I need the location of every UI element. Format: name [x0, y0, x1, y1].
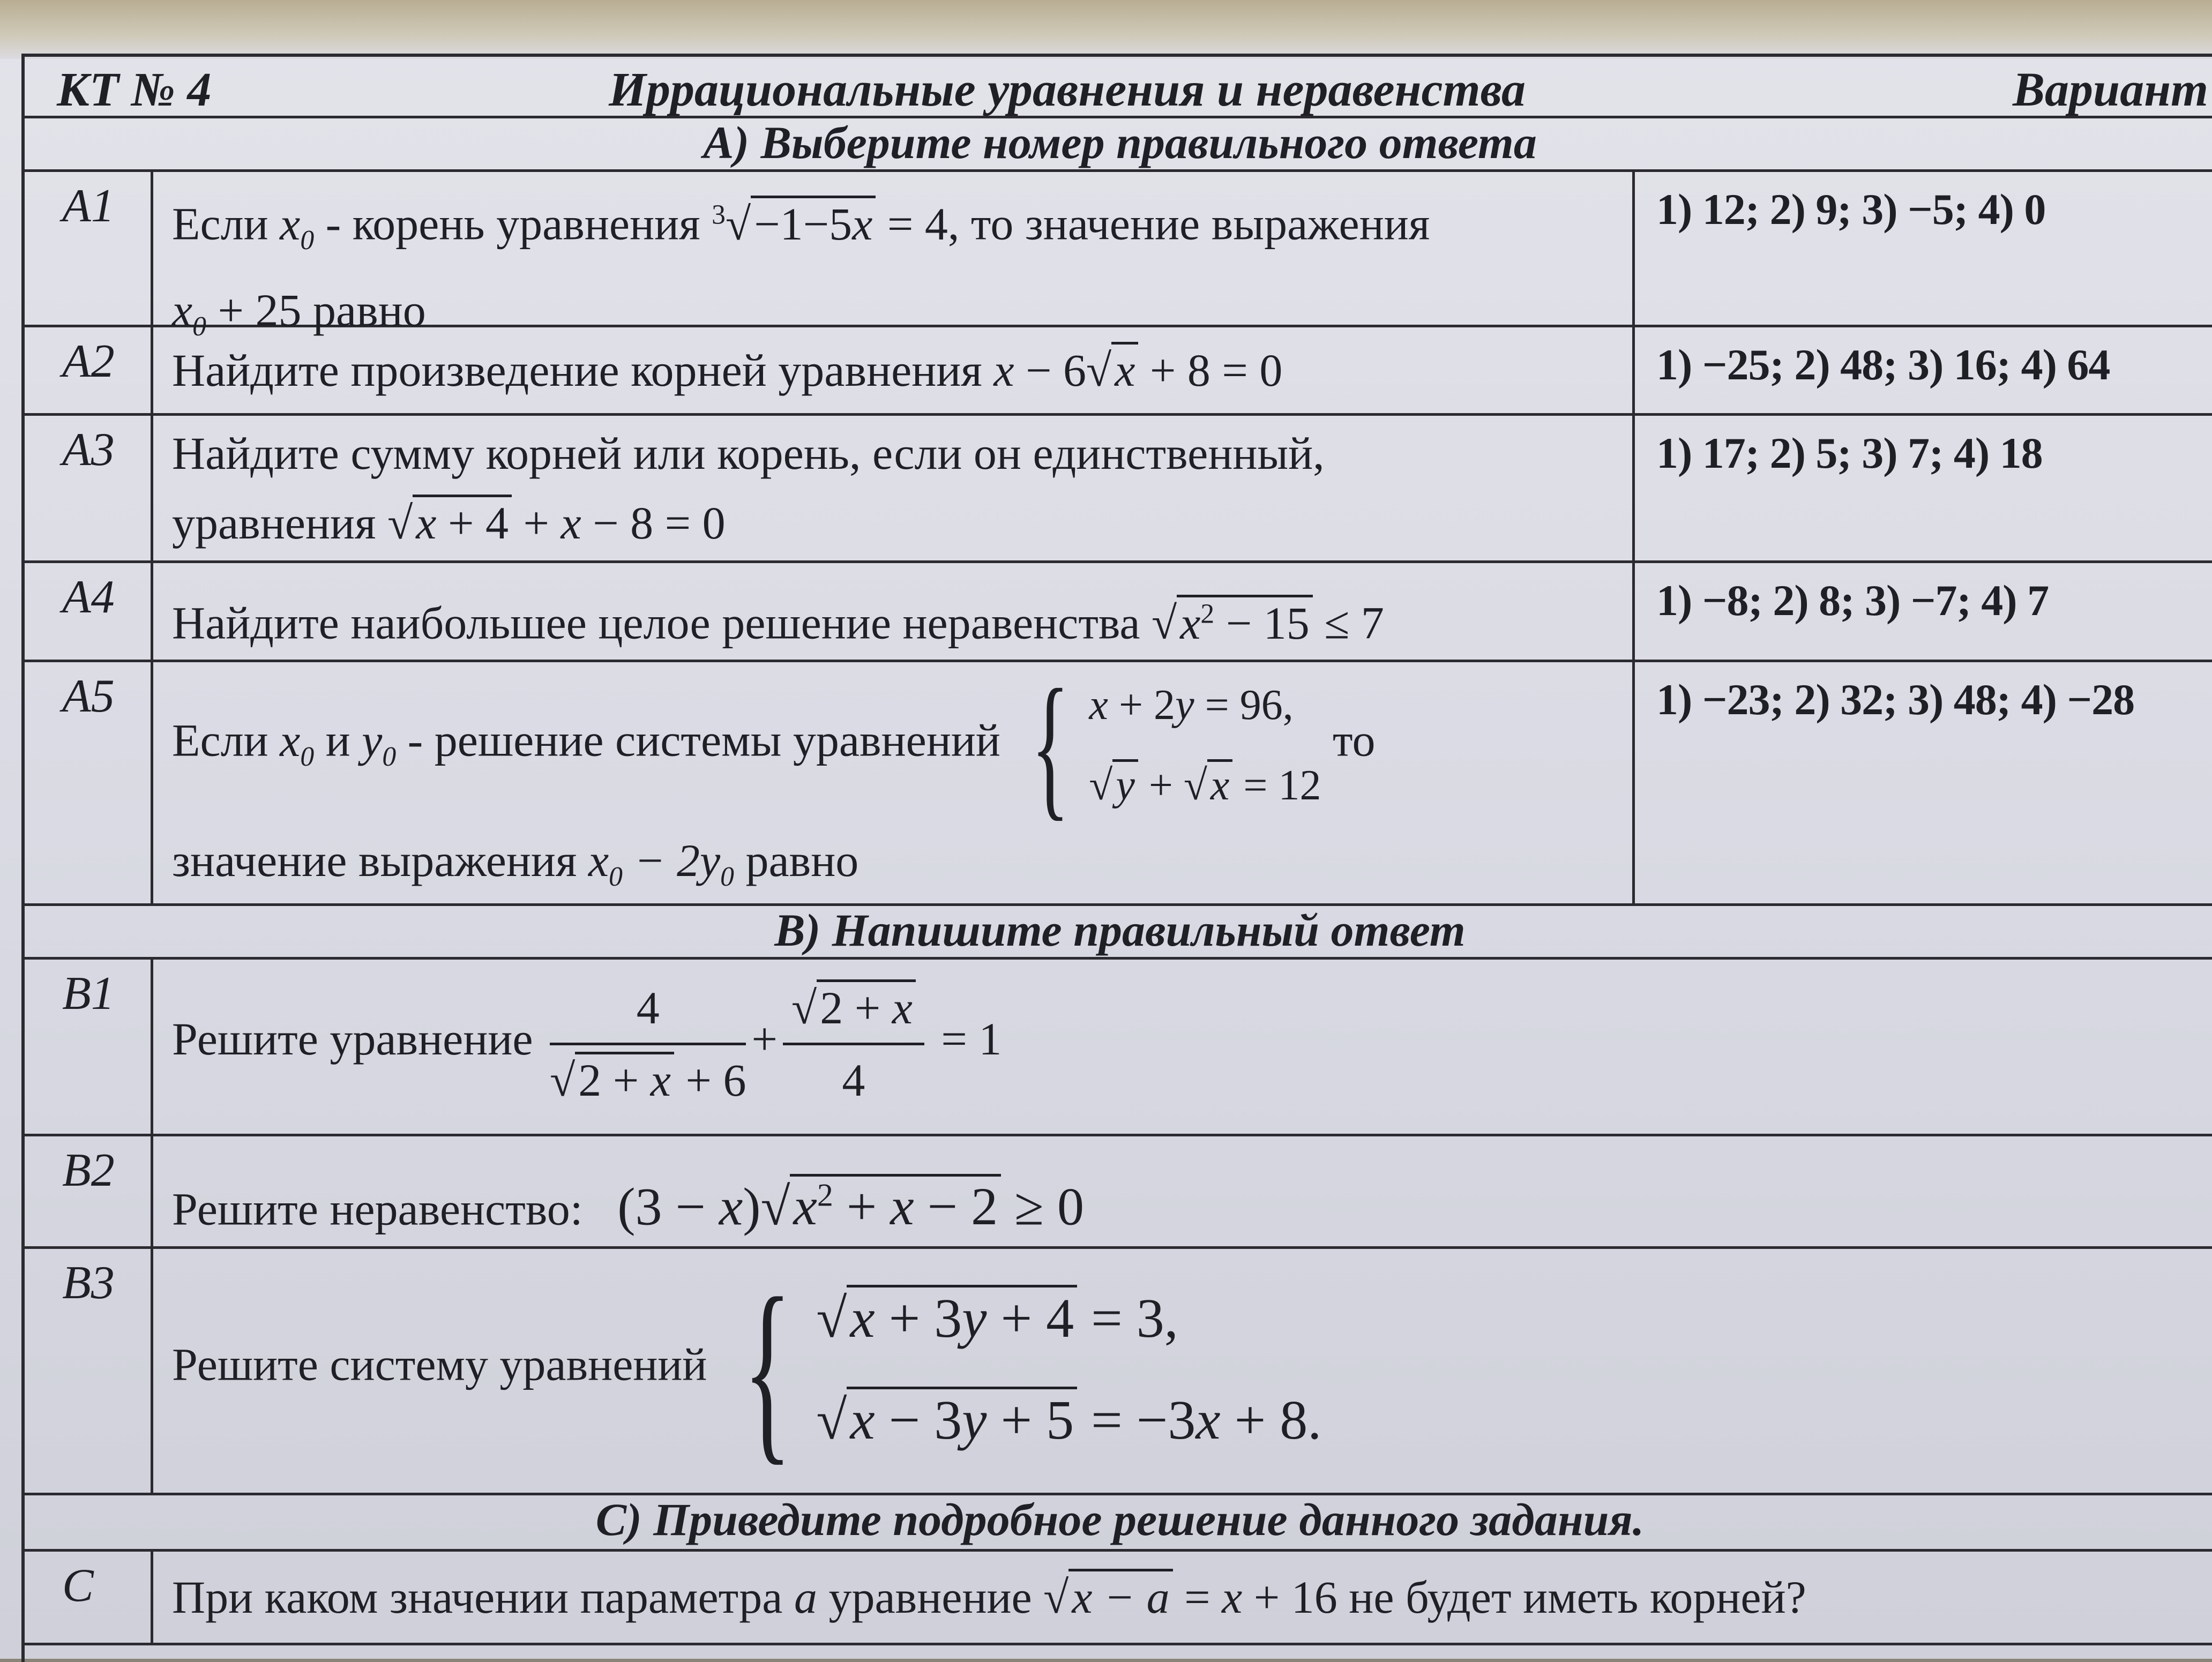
question-text: уравнения [172, 497, 376, 549]
question-text: уравнение [828, 1571, 1032, 1623]
math-expression: + 25 [218, 284, 302, 336]
question-text: , то значение выражения [947, 198, 1430, 250]
math-expression: a [794, 1571, 817, 1623]
task-label: В1 [25, 957, 153, 1134]
section-b-header [25, 903, 2212, 960]
question-text: равно [312, 284, 426, 336]
system-brace: { [1031, 656, 1070, 834]
task-label: А5 [25, 660, 153, 903]
task-row-a5 [25, 656, 2212, 906]
math-expression: $x_0$ [280, 198, 315, 256]
task-question [172, 1161, 2172, 1244]
task-label: А1 [25, 169, 153, 325]
task-question [172, 1256, 2172, 1482]
section-c-header [25, 1493, 2212, 1552]
question-text: Найдите наибольшее целое решение неравенства [172, 597, 1140, 649]
answer-options: 1) −8; 2) 8; 3) −7; 4) 7 [1632, 560, 2212, 660]
question-text: Решите неравенство: [172, 1183, 583, 1235]
question-text: не будет иметь корней? [1349, 1571, 1806, 1623]
math-expression: $x_0$ [280, 714, 315, 772]
task-row-b1 [25, 957, 2212, 1136]
question-text: Найдите произведение корней уравнения [172, 345, 982, 396]
task-label: А2 [25, 325, 153, 413]
system-brace: { [743, 1256, 792, 1482]
math-expression: $(3 - x)√x^2 + x - 2 \ge 0$ [617, 1174, 1084, 1236]
answer-options: 1) −23; 2) 32; 3) 48; 4) −28 [1632, 660, 2212, 903]
task-row-a3 [25, 413, 2212, 563]
test-code: КТ № 4 [57, 63, 212, 116]
task-table [21, 54, 2212, 1662]
math-expression: $x_0 - 2y_0$ [588, 835, 734, 893]
task-question [172, 1562, 2172, 1632]
question-text: Если [172, 714, 268, 766]
task-label: А3 [25, 413, 153, 560]
task-row-b2 [25, 1134, 2212, 1249]
math-expression: $^3$√−1−5x = 4 [712, 198, 948, 250]
header-row [25, 57, 2212, 118]
equation-system: x + 2y = 96, √y + √x = 12 [1089, 682, 1321, 809]
section-c-title: С) Приведите подробное решение данного задания. [595, 1494, 1645, 1545]
answer-options: 1) 12; 2) 9; 3) −5; 4) 0 [1632, 169, 2212, 325]
question-text: Решите уравнение [172, 1013, 533, 1065]
question-text: то [1333, 714, 1376, 766]
fraction: $\frac{4}{√2 + x + 6}$ [550, 973, 746, 1115]
question-text: Если [172, 198, 268, 250]
question-text: равно [745, 835, 859, 886]
task-question: Решите уравнение $\frac{4}{√2 + x + 6}$ + $\frac{√2 + x}{4}$ = 1 [172, 973, 2172, 1115]
question-text: - решение системы уравнений [407, 714, 1000, 766]
task-row-b3 [25, 1246, 2212, 1495]
section-a-header [25, 116, 2212, 172]
task-row-a1 [25, 169, 2212, 342]
variant-label: Вариант [2013, 63, 2209, 116]
math-expression: √x + 4 + x − 8 = 0 [387, 495, 726, 549]
question-text: и [325, 714, 350, 766]
question-text: Найдите сумму корней или корень, если он единственный, [172, 428, 1325, 479]
question-text: значение выражения [172, 835, 577, 886]
task-label: С [25, 1549, 153, 1643]
task-question [172, 656, 1626, 912]
task-label: А4 [25, 560, 153, 660]
question-text: При каком значении параметра [172, 1571, 783, 1623]
test-title: Иррациональные уравнения и неравенства [609, 63, 1526, 116]
question-text: Решите систему уравнений [172, 1338, 707, 1390]
task-question [172, 418, 1626, 558]
answer-options: 1) −25; 2) 48; 3) 16; 4) 64 [1632, 325, 2212, 413]
task-label: В3 [25, 1246, 153, 1493]
equation-system: √x + 3y + 4 = 3, √x − 3y + 5 = −3x + 8. [816, 1268, 1321, 1471]
answer-options: 1) 17; 2) 5; 3) 7; 4) 18 [1632, 413, 2212, 560]
paper-edge [0, 0, 2212, 59]
math-expression: $√x^2 - 15 \le 7$ [1152, 595, 1384, 649]
task-row-a2 [25, 325, 2212, 416]
math-expression: √x − a = x + 16 [1043, 1569, 1337, 1623]
math-expression: $y_0$ [362, 714, 397, 772]
section-b-title: В) Напишите правильный ответ [774, 904, 1466, 956]
math-expression: $x_0$ [172, 284, 206, 342]
task-row-a4 [25, 560, 2212, 662]
question-text: - корень уравнения [325, 198, 700, 250]
task-question [172, 579, 1626, 658]
task-row-c [25, 1549, 2212, 1645]
fraction: $\frac{√2 + x}{4}$ [783, 973, 924, 1115]
task-label: В2 [25, 1134, 153, 1246]
section-a-title: А) Выберите номер правильного ответа [703, 117, 1537, 168]
math-expression: x − 6√x + 8 = 0 [993, 342, 1282, 396]
task-question [172, 335, 1626, 405]
